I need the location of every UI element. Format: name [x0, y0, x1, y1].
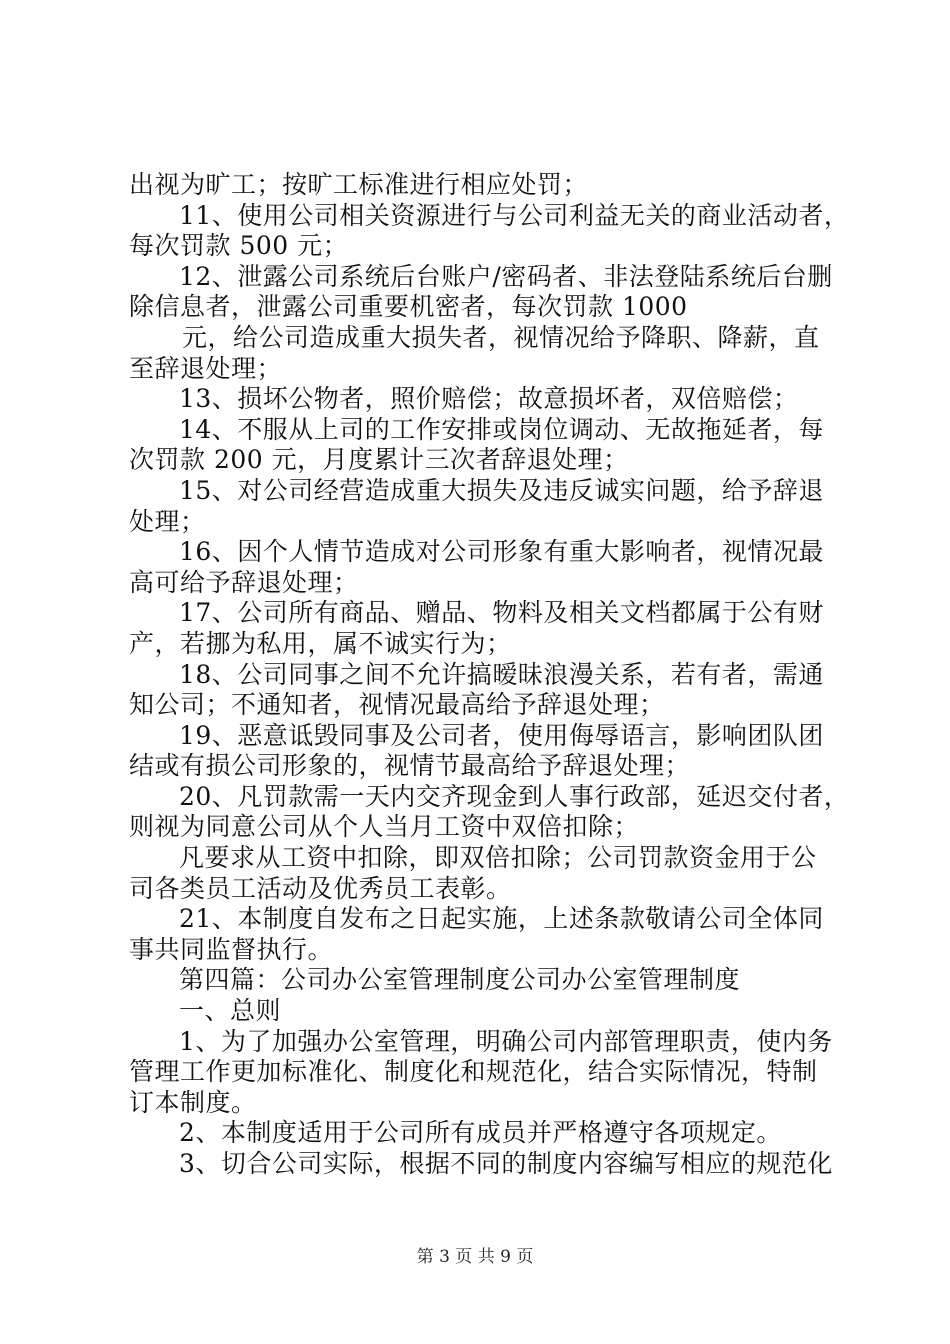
subsection-heading: 一、总则 [179, 996, 282, 1026]
text-line: 1、为了加强办公室管理，明确公司内部管理职责，使内务 [179, 1026, 833, 1056]
text-line: 除信息者，泄露公司重要机密者，每次罚款 1000 [129, 292, 688, 322]
text-line: 至辞退处理； [129, 353, 283, 383]
text-line: 18、公司同事之间不允许搞暧昧浪漫关系，若有者，需通 [179, 659, 824, 689]
text-line: 知公司；不通知者，视情况最高给予辞退处理； [129, 690, 665, 720]
text-line: 次罚款 200 元，月度累计三次者辞退处理； [129, 445, 629, 475]
text-line: 则视为同意公司从个人当月工资中双倍扣除； [129, 812, 640, 842]
page-footer: 第 3 页 共 9 页 [416, 1247, 534, 1267]
text-line: 管理工作更加标准化、制度化和规范化，结合实际情况，特制 [129, 1057, 818, 1087]
document-body [129, 170, 850, 1180]
text-line: 2、本制度适用于公司所有成员并严格遵守各项规定。 [179, 1118, 782, 1148]
text-line: 20、凡罚款需一天内交齐现金到人事行政部，延迟交付者， [179, 781, 850, 811]
text-line: 15、对公司经营造成重大损失及违反诚实问题，给予辞退 [179, 475, 824, 505]
text-line: 司各类员工活动及优秀员工表彰。 [129, 873, 512, 903]
text-line: 3、切合公司实际，根据不同的制度内容编写相应的规范化 [179, 1149, 833, 1178]
text-line: 14、不服从上司的工作安排或岗位调动、无故拖延者，每 [179, 414, 824, 444]
text-line: 处理； [129, 506, 206, 536]
text-line: 21、本制度自发布之日起实施，上述条款敬请公司全体同 [179, 904, 824, 934]
section-heading: 第四篇：公司办公室管理制度公司办公室管理制度 [179, 965, 741, 995]
text-line: 19、恶意诋毁同事及公司者，使用侮辱语言，影响团队团 [179, 720, 824, 750]
text-line: 高可给予辞退处理； [129, 567, 359, 597]
text-line: 订本制度。 [129, 1087, 257, 1117]
text-line: 结或有损公司形象的，视情节最高给予辞退处理； [129, 751, 691, 781]
text-line: 16、因个人情节造成对公司形象有重大影响者，视情况最 [179, 537, 824, 567]
text-line: 出视为旷工；按旷工标准进行相应处罚； [129, 170, 589, 199]
text-line: 凡要求从工资中扣除，即双倍扣除；公司罚款资金用于公 [179, 843, 817, 873]
text-line: 11、使用公司相关资源进行与公司利益无关的商业活动者， [179, 200, 850, 230]
text-line: 12、泄露公司系统后台账户/密码者、非法登陆系统后台删 [179, 261, 833, 291]
text-line: 17、公司所有商品、赠品、物料及相关文档都属于公有财 [179, 598, 824, 628]
text-line: 13、损坏公物者，照价赔偿；故意损坏者，双倍赔偿； [179, 384, 799, 414]
text-line: 元，给公司造成重大损失者，视情况给予降职、降薪，直 [182, 322, 820, 352]
text-line: 每次罚款 500 元； [129, 231, 349, 261]
text-line: 产，若挪为私用，属不诚实行为； [129, 628, 512, 658]
text-line: 事共同监督执行。 [129, 934, 334, 964]
